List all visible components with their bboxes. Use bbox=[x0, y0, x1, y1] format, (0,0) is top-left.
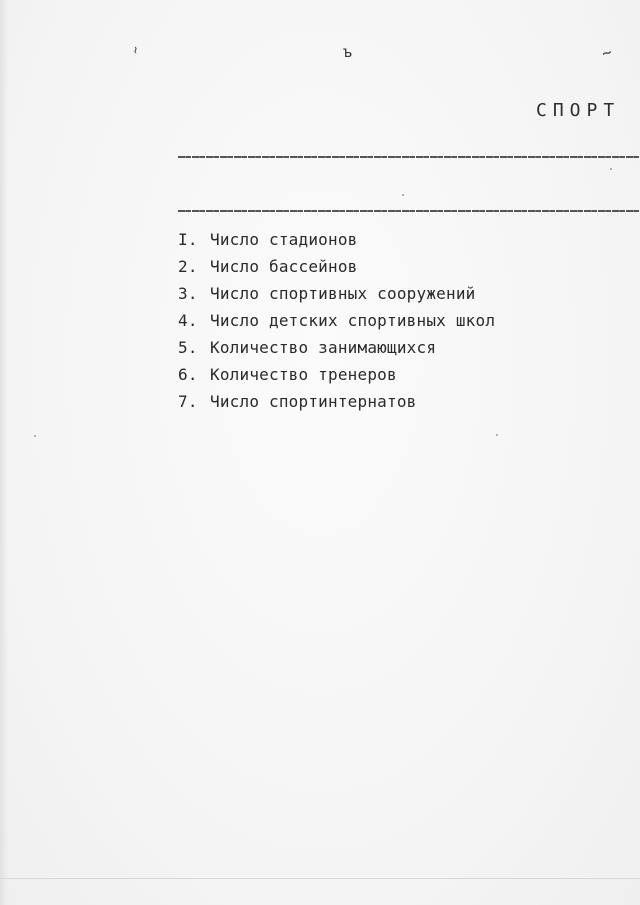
item-text: Число бассейнов bbox=[210, 257, 358, 276]
typed-rule-bottom bbox=[178, 210, 640, 212]
item-number: 5. bbox=[178, 338, 198, 357]
page-bottom-edge bbox=[0, 878, 640, 879]
handwritten-mark: ~ bbox=[599, 42, 614, 63]
list-item bbox=[178, 337, 495, 364]
item-text: Число стадионов bbox=[210, 230, 358, 249]
handwritten-mark: ~ bbox=[128, 46, 143, 54]
item-text: Количество занимающихся bbox=[210, 338, 437, 357]
list-item bbox=[178, 391, 495, 418]
handwritten-mark: ъ bbox=[343, 43, 353, 61]
item-number: 6. bbox=[178, 365, 198, 384]
list-item bbox=[178, 283, 495, 310]
item-text: Количество тренеров bbox=[210, 365, 397, 384]
page-edge-shadow bbox=[0, 0, 8, 905]
section-heading: СПОРТ bbox=[536, 100, 621, 121]
list-item bbox=[178, 364, 495, 391]
scan-speck bbox=[496, 434, 498, 436]
list-item bbox=[178, 229, 495, 256]
item-number: 3. bbox=[178, 284, 198, 303]
item-number: I. bbox=[178, 230, 198, 249]
item-text: Число спортинтернатов bbox=[210, 392, 417, 411]
list-item bbox=[178, 256, 495, 283]
indicator-list bbox=[178, 229, 495, 418]
scan-speck bbox=[610, 168, 612, 170]
list-item bbox=[178, 310, 495, 337]
scan-speck bbox=[402, 194, 404, 196]
item-number: 2. bbox=[178, 257, 198, 276]
scan-speck bbox=[34, 435, 36, 437]
item-number: 4. bbox=[178, 311, 198, 330]
typed-rule-top bbox=[178, 156, 640, 158]
item-number: 7. bbox=[178, 392, 198, 411]
item-text: Число детских спортивных школ bbox=[210, 311, 496, 330]
item-text: Число спортивных сооружений bbox=[210, 284, 476, 303]
